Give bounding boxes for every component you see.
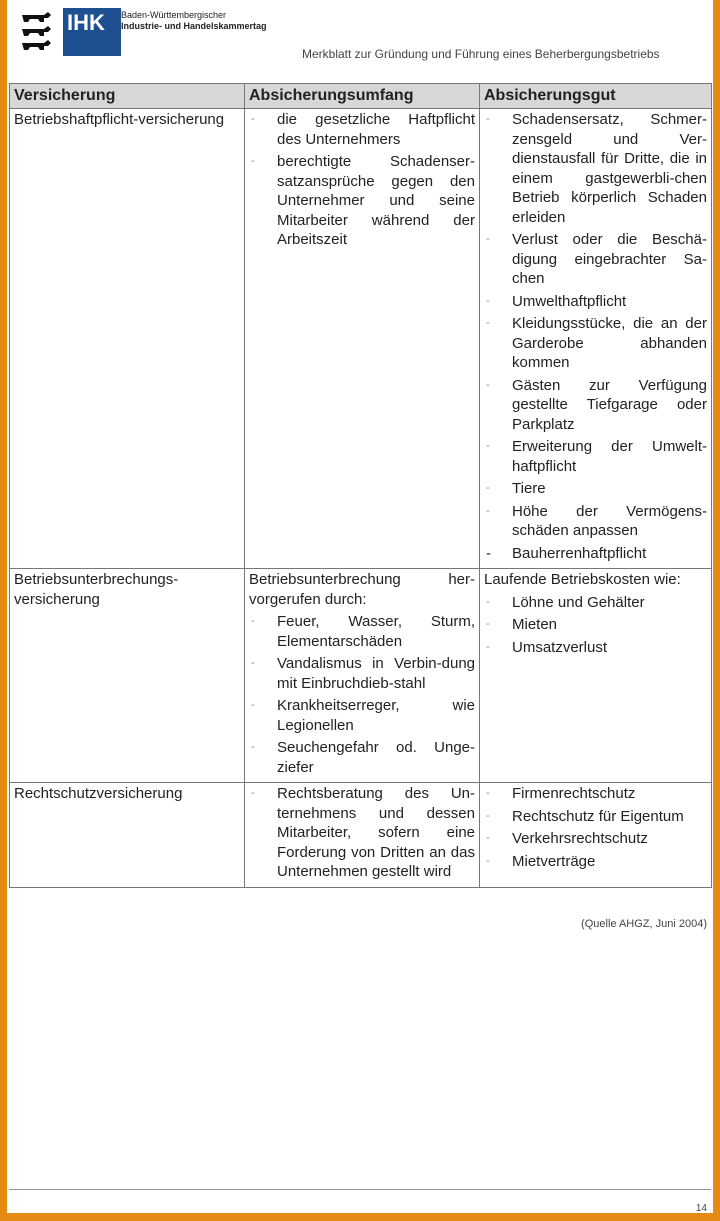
- list-item: - Schadensersatz, Schmer-zensgeld und Ver-dienstausfall für Dritte, die in einem gastgewerbli-chen Betrieb körperlich Schaden erleiden: [484, 110, 707, 227]
- goods-cell: [480, 109, 712, 569]
- scope-intro: Betriebsunterbrechung her-vorgerufen durch:: [249, 571, 475, 608]
- list-item: - Kleidungsstücke, die an der Garderobe abhanden kommen: [484, 314, 707, 373]
- list-item: - Seuchengefahr od. Unge-ziefer: [249, 738, 475, 777]
- goods-list: [484, 110, 707, 563]
- table-row: [10, 109, 712, 569]
- list-item: - Erweiterung der Umwelt-haftpflicht: [484, 437, 707, 476]
- list-item: - Löhne und Gehälter: [484, 593, 707, 613]
- list-item: - Firmenrechtschutz: [484, 784, 707, 804]
- document-page: [7, 0, 713, 1213]
- goods-cell: [480, 569, 712, 783]
- list-item: - Rechtschutz für Eigentum: [484, 807, 707, 827]
- scope-cell: [245, 109, 480, 569]
- table-header-row: [10, 84, 712, 109]
- lions-emblem-icon: [19, 10, 55, 54]
- list-item: - Höhe der Vermögens-schäden anpassen: [484, 502, 707, 541]
- scope-list: [249, 784, 475, 882]
- ihk-logo-text: IHK: [67, 10, 105, 35]
- header-absicherungsgut: Absicherungsgut: [480, 84, 712, 109]
- page-number: 14: [695, 1203, 707, 1213]
- source-citation: (Quelle AHGZ, Juni 2004): [581, 918, 707, 930]
- footer-divider: [9, 1189, 711, 1190]
- insurance-name-cell: Betriebshaftpflicht-versicherung: [10, 109, 245, 569]
- list-item: - Tiere: [484, 479, 707, 499]
- list-item: - Vandalismus in Verbin-dung mit Einbruchdieb-stahl: [249, 654, 475, 693]
- list-item: - Rechtsberatung des Un-ternehmens und dessen Mitarbeiter, sofern eine Forderung von Dritten an das Unternehmen gestellt wird: [249, 784, 475, 882]
- list-item: - Mieten: [484, 615, 707, 635]
- organization-name: [121, 10, 267, 32]
- header-absicherungsumfang: Absicherungsumfang: [245, 84, 480, 109]
- goods-cell: [480, 783, 712, 888]
- list-item: - Mietverträge: [484, 852, 707, 872]
- ihk-logo-box: [63, 8, 121, 56]
- table-row: [10, 569, 712, 783]
- list-item: - Bauherrenhaftpflicht: [484, 544, 707, 564]
- org-line-1: Baden-Württembergischer: [121, 10, 227, 20]
- goods-list: [484, 784, 707, 871]
- list-item: - die gesetzliche Haftpflicht des Unternehmers: [249, 110, 475, 149]
- list-item: - Umwelthaftpflicht: [484, 292, 707, 312]
- list-item: - Verlust oder die Beschä-digung eingebrachter Sa-chen: [484, 230, 707, 289]
- insurance-table: [9, 83, 712, 888]
- goods-intro: Laufende Betriebskosten wie:: [484, 571, 681, 588]
- scope-cell: [245, 783, 480, 888]
- ihk-logo: [19, 6, 121, 56]
- document-subtitle: Merkblatt zur Gründung und Führung eines Beherbergungsbetriebs: [302, 47, 660, 61]
- list-item: - Krankheitserreger, wie Legionellen: [249, 696, 475, 735]
- org-line-2: Industrie- und Handelskammertag: [121, 21, 267, 31]
- header-versicherung: Versicherung: [10, 84, 245, 109]
- scope-list: [249, 612, 475, 777]
- scope-cell: [245, 569, 480, 783]
- goods-list: [484, 593, 707, 658]
- list-item: - Gästen zur Verfügung gestellte Tiefgarage oder Parkplatz: [484, 376, 707, 435]
- insurance-name-cell: Rechtschutzversicherung: [10, 783, 245, 888]
- scope-list: [249, 110, 475, 250]
- list-item: - Umsatzverlust: [484, 638, 707, 658]
- insurance-name-cell: Betriebsunterbrechungs-versicherung: [10, 569, 245, 783]
- list-item: - berechtigte Schadenser-satzansprüche gegen den Unternehmer und seine Mitarbeiter während der Arbeitszeit: [249, 152, 475, 250]
- list-item: - Verkehrsrechtschutz: [484, 829, 707, 849]
- table-row: [10, 783, 712, 888]
- list-item: - Feuer, Wasser, Sturm, Elementarschäden: [249, 612, 475, 651]
